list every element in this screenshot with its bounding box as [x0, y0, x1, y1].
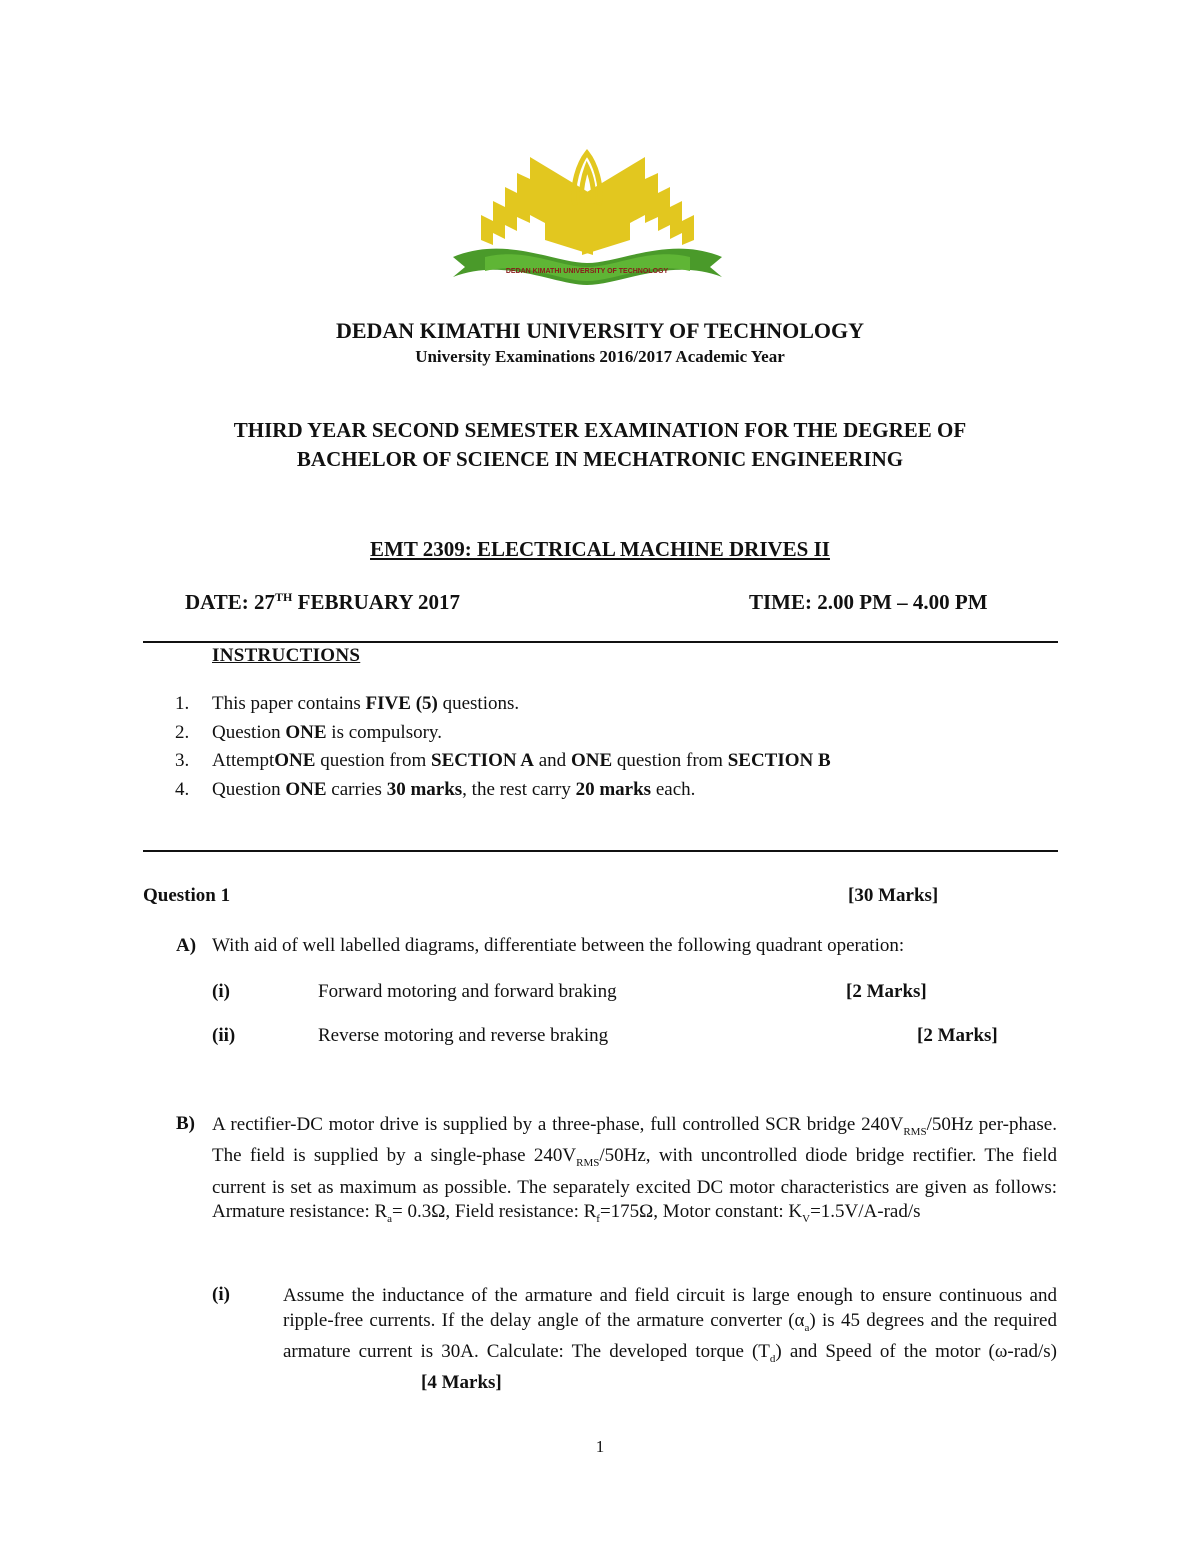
exam-title-line1: THIRD YEAR SECOND SEMESTER EXAMINATION FOR THE DEGREE OF [233, 418, 967, 442]
course-title: EMT 2309: ELECTRICAL MACHINE DRIVES II [370, 537, 830, 561]
part-a-text: With aid of well labelled diagrams, differentiate between the following quadrant operation: [212, 935, 905, 956]
part-a-ii-text: Reverse motoring and reverse braking [318, 1025, 609, 1046]
part-a-i-marks: [2 Marks] [846, 981, 927, 1002]
page-number: 1 [595, 1437, 605, 1456]
part-a-i-label: (i) [212, 981, 230, 1002]
part-b-text: A rectifier-DC motor drive is supplied by a three-phase, full controlled SCR bridge $240V_{RMS}/50Hz$ per-phase. The field is supplied by a single-phase $240V_{RMS}/50Hz$, with uncontrolled diode bridge rectifier. The field current is set as maximum as possible. The separately excited DC motor characteristics are given as follows: Armature resistance: $R_a= 0.3\Omega$, Field resistance: $R_f=175\Omega$, Motor constant: $K_V=1.5V/A-rad/s$ [212, 1114, 1057, 1225]
exam-date: DATE: 27TH FEBRUARY 2017 [185, 590, 461, 614]
question-marks: [30 Marks] [848, 885, 939, 906]
academic-session: University Examinations 2016/2017 Academic Year [415, 347, 785, 366]
instructions-heading: INSTRUCTIONS [212, 645, 361, 666]
part-a-ii-marks: [2 Marks] [917, 1025, 998, 1046]
part-b-i-text: Assume the inductance of the armature and field circuit is large enough to ensure continuous and ripple-free currents. If the delay angle of the armature converter $(\alpha_a)$ is 45 degrees and the required armature current is 30A. Calculate: The developed torque $(T_d)$ and Speed of the motor (ω-rad/s)[4 Marks] [283, 1285, 1057, 1394]
exam-title-line2: BACHELOR OF SCIENCE IN MECHATRONIC ENGINEERING [296, 447, 904, 471]
instruction-item: 3. AttemptONE question from SECTION A and ONE question from SECTION B [175, 750, 831, 771]
part-a-i-text: Forward motoring and forward braking [318, 981, 617, 1002]
divider-bottom [143, 850, 1058, 852]
university-logo [445, 145, 730, 290]
university-name: DEDAN KIMATHI UNIVERSITY OF TECHNOLOGY [335, 318, 865, 343]
instruction-item: 4. Question ONE carries 30 marks, the rest carry 20 marks each. [175, 779, 696, 800]
part-b-label: B) [176, 1113, 195, 1134]
part-b-i-label: (i) [212, 1284, 230, 1305]
part-a-label: A) [176, 935, 197, 956]
exam-time: TIME: 2.00 PM – 4.00 PM [749, 590, 988, 614]
exam-title [0, 416, 1200, 474]
divider-top [143, 641, 1058, 643]
question-title: Question 1 [143, 885, 231, 906]
logo-banner-text: DEDAN KIMATHI UNIVERSITY OF TECHNOLOGY [505, 268, 669, 275]
instruction-item: 1. This paper contains FIVE (5) questions. [175, 693, 520, 714]
instruction-item: 2. Question ONE is compulsory. [175, 722, 442, 743]
part-b-i-marks: [4 Marks] [421, 1372, 502, 1394]
part-a-ii-label: (ii) [212, 1025, 236, 1046]
